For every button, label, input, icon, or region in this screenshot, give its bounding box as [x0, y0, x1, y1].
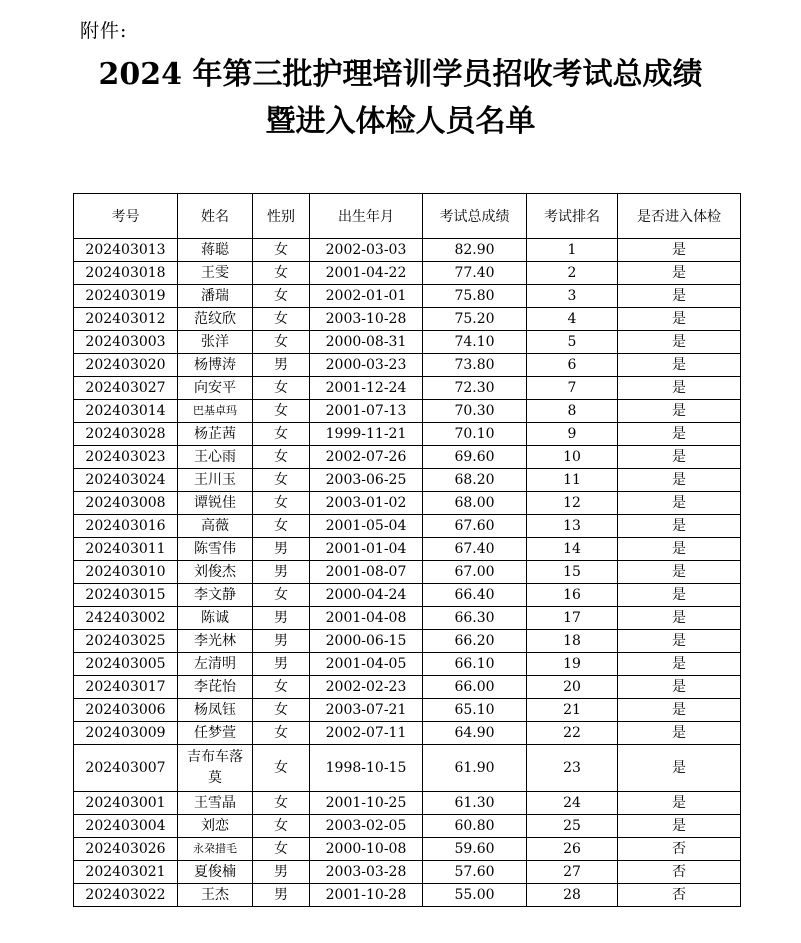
table-row [74, 861, 741, 884]
cell-gender: 女 [253, 423, 310, 446]
cell-exam-id: 202403016 [74, 515, 178, 538]
cell-name: 左清明 [178, 653, 253, 676]
cell-rank: 15 [527, 561, 618, 584]
cell-physical-exam: 是 [618, 239, 741, 262]
cell-rank: 26 [527, 838, 618, 861]
cell-total-score: 67.60 [423, 515, 527, 538]
cell-exam-id: 202403007 [74, 745, 178, 792]
cell-rank: 14 [527, 538, 618, 561]
cell-gender: 女 [253, 515, 310, 538]
cell-gender: 女 [253, 331, 310, 354]
results-table [73, 193, 741, 907]
cell-exam-id: 202403023 [74, 446, 178, 469]
cell-physical-exam: 是 [618, 331, 741, 354]
cell-physical-exam: 是 [618, 699, 741, 722]
cell-rank: 27 [527, 861, 618, 884]
table-row [74, 884, 741, 907]
cell-birth-date: 2002-02-23 [310, 676, 423, 699]
cell-physical-exam: 是 [618, 538, 741, 561]
cell-total-score: 68.00 [423, 492, 527, 515]
table-row [74, 285, 741, 308]
cell-gender: 女 [253, 377, 310, 400]
cell-total-score: 69.60 [423, 446, 527, 469]
cell-name: 刘恋 [178, 815, 253, 838]
cell-exam-id: 202403026 [74, 838, 178, 861]
cell-physical-exam: 否 [618, 861, 741, 884]
cell-gender: 男 [253, 538, 310, 561]
cell-gender: 女 [253, 308, 310, 331]
cell-total-score: 55.00 [423, 884, 527, 907]
cell-rank: 25 [527, 815, 618, 838]
cell-name: 蒋聪 [178, 239, 253, 262]
table-row [74, 653, 741, 676]
table-row [74, 262, 741, 285]
cell-name: 王雪晶 [178, 792, 253, 815]
cell-physical-exam: 是 [618, 377, 741, 400]
cell-name: 王心雨 [178, 446, 253, 469]
cell-physical-exam: 是 [618, 515, 741, 538]
cell-rank: 21 [527, 699, 618, 722]
cell-total-score: 70.30 [423, 400, 527, 423]
cell-exam-id: 202403021 [74, 861, 178, 884]
cell-birth-date: 2001-05-04 [310, 515, 423, 538]
cell-birth-date: 2001-10-25 [310, 792, 423, 815]
cell-exam-id: 202403015 [74, 584, 178, 607]
cell-exam-id: 202403013 [74, 239, 178, 262]
cell-name: 王雯 [178, 262, 253, 285]
table-row [74, 492, 741, 515]
cell-gender: 女 [253, 792, 310, 815]
cell-name: 潘瑞 [178, 285, 253, 308]
column-header-gender: 性别 [253, 194, 310, 239]
column-header-exam-id: 考号 [74, 194, 178, 239]
cell-total-score: 66.10 [423, 653, 527, 676]
cell-exam-id: 202403001 [74, 792, 178, 815]
cell-rank: 3 [527, 285, 618, 308]
cell-total-score: 67.00 [423, 561, 527, 584]
cell-total-score: 82.90 [423, 239, 527, 262]
table-row [74, 469, 741, 492]
cell-birth-date: 2003-10-28 [310, 308, 423, 331]
cell-total-score: 67.40 [423, 538, 527, 561]
cell-name: 李芘怡 [178, 676, 253, 699]
cell-rank: 20 [527, 676, 618, 699]
cell-exam-id: 202403017 [74, 676, 178, 699]
cell-total-score: 61.30 [423, 792, 527, 815]
table-row [74, 446, 741, 469]
cell-total-score: 60.80 [423, 815, 527, 838]
page-title-line-1: 2024 年第三批护理培训学员招收考试总成绩 [98, 57, 703, 92]
page-title-line-2: 暨进入体检人员名单 [265, 104, 536, 139]
cell-total-score: 66.20 [423, 630, 527, 653]
column-header-name: 姓名 [178, 194, 253, 239]
cell-gender: 男 [253, 561, 310, 584]
cell-name: 张洋 [178, 331, 253, 354]
cell-name: 李文静 [178, 584, 253, 607]
table-row [74, 239, 741, 262]
table-row [74, 745, 741, 792]
cell-physical-exam: 否 [618, 884, 741, 907]
cell-birth-date: 2002-07-26 [310, 446, 423, 469]
cell-name: 陈诚 [178, 607, 253, 630]
cell-gender: 女 [253, 838, 310, 861]
cell-exam-id: 202403012 [74, 308, 178, 331]
cell-gender: 女 [253, 492, 310, 515]
cell-gender: 男 [253, 354, 310, 377]
cell-gender: 男 [253, 630, 310, 653]
cell-birth-date: 2003-01-02 [310, 492, 423, 515]
cell-total-score: 61.90 [423, 745, 527, 792]
cell-exam-id: 202403025 [74, 630, 178, 653]
cell-rank: 7 [527, 377, 618, 400]
cell-physical-exam: 是 [618, 262, 741, 285]
cell-rank: 9 [527, 423, 618, 446]
cell-birth-date: 2002-03-03 [310, 239, 423, 262]
table-row [74, 815, 741, 838]
cell-gender: 女 [253, 446, 310, 469]
cell-gender: 女 [253, 699, 310, 722]
cell-exam-id: 202403003 [74, 331, 178, 354]
cell-name: 杨博涛 [178, 354, 253, 377]
cell-exam-id: 202403020 [74, 354, 178, 377]
cell-birth-date: 2002-07-11 [310, 722, 423, 745]
table-row [74, 538, 741, 561]
cell-rank: 18 [527, 630, 618, 653]
cell-physical-exam: 是 [618, 285, 741, 308]
cell-physical-exam: 是 [618, 308, 741, 331]
cell-total-score: 65.10 [423, 699, 527, 722]
cell-physical-exam: 是 [618, 630, 741, 653]
cell-name: 夏俊楠 [178, 861, 253, 884]
cell-exam-id: 202403028 [74, 423, 178, 446]
column-header-total-score: 考试总成绩 [423, 194, 527, 239]
cell-rank: 5 [527, 331, 618, 354]
cell-gender: 女 [253, 400, 310, 423]
cell-total-score: 77.40 [423, 262, 527, 285]
cell-gender: 女 [253, 469, 310, 492]
cell-birth-date: 2001-04-22 [310, 262, 423, 285]
cell-birth-date: 2001-07-13 [310, 400, 423, 423]
cell-total-score: 68.20 [423, 469, 527, 492]
table-row [74, 561, 741, 584]
table-row [74, 400, 741, 423]
cell-rank: 28 [527, 884, 618, 907]
table-row [74, 630, 741, 653]
cell-name: 陈雪伟 [178, 538, 253, 561]
cell-name: 永朶措毛 [178, 838, 253, 861]
cell-name: 李光林 [178, 630, 253, 653]
cell-name: 高薇 [178, 515, 253, 538]
attachment-label: 附件: [80, 20, 128, 42]
cell-name: 王川玉 [178, 469, 253, 492]
cell-exam-id: 202403011 [74, 538, 178, 561]
cell-birth-date: 2000-10-08 [310, 838, 423, 861]
cell-birth-date: 2001-12-24 [310, 377, 423, 400]
cell-physical-exam: 是 [618, 792, 741, 815]
cell-physical-exam: 是 [618, 653, 741, 676]
cell-birth-date: 2001-01-04 [310, 538, 423, 561]
cell-name: 王杰 [178, 884, 253, 907]
cell-birth-date: 1999-11-21 [310, 423, 423, 446]
cell-gender: 女 [253, 815, 310, 838]
table-header-row [74, 194, 741, 239]
cell-exam-id: 202403019 [74, 285, 178, 308]
cell-birth-date: 2001-04-08 [310, 607, 423, 630]
cell-physical-exam: 是 [618, 561, 741, 584]
cell-rank: 22 [527, 722, 618, 745]
cell-birth-date: 2000-04-24 [310, 584, 423, 607]
cell-birth-date: 2001-08-07 [310, 561, 423, 584]
cell-rank: 23 [527, 745, 618, 792]
cell-total-score: 66.40 [423, 584, 527, 607]
cell-name: 任梦萱 [178, 722, 253, 745]
cell-rank: 12 [527, 492, 618, 515]
table-row [74, 308, 741, 331]
cell-total-score: 72.30 [423, 377, 527, 400]
cell-physical-exam: 是 [618, 400, 741, 423]
cell-exam-id: 202403024 [74, 469, 178, 492]
cell-gender: 女 [253, 722, 310, 745]
cell-total-score: 75.20 [423, 308, 527, 331]
cell-rank: 4 [527, 308, 618, 331]
cell-gender: 女 [253, 239, 310, 262]
table-row [74, 676, 741, 699]
cell-birth-date: 2002-01-01 [310, 285, 423, 308]
table-row [74, 515, 741, 538]
cell-birth-date: 2000-06-15 [310, 630, 423, 653]
cell-gender: 女 [253, 676, 310, 699]
cell-total-score: 66.30 [423, 607, 527, 630]
cell-name: 杨凤钰 [178, 699, 253, 722]
column-header-birth-date: 出生年月 [310, 194, 423, 239]
cell-exam-id: 202403008 [74, 492, 178, 515]
cell-gender: 男 [253, 861, 310, 884]
cell-gender: 女 [253, 262, 310, 285]
cell-gender: 女 [253, 745, 310, 792]
cell-rank: 17 [527, 607, 618, 630]
cell-birth-date: 2001-10-28 [310, 884, 423, 907]
table-row [74, 584, 741, 607]
cell-birth-date: 2000-03-23 [310, 354, 423, 377]
cell-physical-exam: 是 [618, 676, 741, 699]
cell-total-score: 70.10 [423, 423, 527, 446]
cell-exam-id: 202403014 [74, 400, 178, 423]
cell-rank: 1 [527, 239, 618, 262]
cell-gender: 男 [253, 607, 310, 630]
cell-physical-exam: 否 [618, 838, 741, 861]
cell-rank: 16 [527, 584, 618, 607]
cell-birth-date: 2000-08-31 [310, 331, 423, 354]
cell-exam-id: 242403002 [74, 607, 178, 630]
cell-rank: 19 [527, 653, 618, 676]
cell-exam-id: 202403004 [74, 815, 178, 838]
table-row [74, 331, 741, 354]
cell-exam-id: 202403027 [74, 377, 178, 400]
cell-physical-exam: 是 [618, 446, 741, 469]
cell-exam-id: 202403009 [74, 722, 178, 745]
cell-exam-id: 202403005 [74, 653, 178, 676]
cell-birth-date: 1998-10-15 [310, 745, 423, 792]
cell-physical-exam: 是 [618, 354, 741, 377]
cell-physical-exam: 是 [618, 745, 741, 792]
cell-gender: 男 [253, 884, 310, 907]
cell-physical-exam: 是 [618, 722, 741, 745]
cell-exam-id: 202403010 [74, 561, 178, 584]
cell-physical-exam: 是 [618, 584, 741, 607]
cell-total-score: 66.00 [423, 676, 527, 699]
cell-name: 范纹欣 [178, 308, 253, 331]
cell-rank: 6 [527, 354, 618, 377]
cell-name: 巴基卓玛 [178, 400, 253, 423]
cell-physical-exam: 是 [618, 469, 741, 492]
cell-total-score: 64.90 [423, 722, 527, 745]
cell-gender: 女 [253, 584, 310, 607]
cell-rank: 8 [527, 400, 618, 423]
cell-name: 吉布车落莫 [178, 745, 253, 792]
cell-rank: 24 [527, 792, 618, 815]
cell-gender: 女 [253, 285, 310, 308]
cell-name: 谭锐佳 [178, 492, 253, 515]
cell-birth-date: 2003-06-25 [310, 469, 423, 492]
cell-total-score: 59.60 [423, 838, 527, 861]
table-row [74, 722, 741, 745]
table-row [74, 423, 741, 446]
table-row [74, 699, 741, 722]
cell-physical-exam: 是 [618, 423, 741, 446]
cell-physical-exam: 是 [618, 492, 741, 515]
cell-rank: 10 [527, 446, 618, 469]
column-header-physical-exam: 是否进入体检 [618, 194, 741, 239]
cell-gender: 男 [253, 653, 310, 676]
cell-birth-date: 2003-03-28 [310, 861, 423, 884]
cell-total-score: 73.80 [423, 354, 527, 377]
cell-birth-date: 2003-07-21 [310, 699, 423, 722]
cell-birth-date: 2003-02-05 [310, 815, 423, 838]
cell-total-score: 75.80 [423, 285, 527, 308]
cell-total-score: 57.60 [423, 861, 527, 884]
cell-name: 杨芷茜 [178, 423, 253, 446]
cell-rank: 2 [527, 262, 618, 285]
column-header-rank: 考试排名 [527, 194, 618, 239]
cell-total-score: 74.10 [423, 331, 527, 354]
table-row [74, 377, 741, 400]
cell-rank: 13 [527, 515, 618, 538]
table-row [74, 354, 741, 377]
cell-physical-exam: 是 [618, 607, 741, 630]
cell-physical-exam: 是 [618, 815, 741, 838]
cell-exam-id: 202403006 [74, 699, 178, 722]
table-row [74, 792, 741, 815]
cell-name: 刘俊杰 [178, 561, 253, 584]
cell-exam-id: 202403022 [74, 884, 178, 907]
cell-exam-id: 202403018 [74, 262, 178, 285]
table-row [74, 607, 741, 630]
cell-birth-date: 2001-04-05 [310, 653, 423, 676]
cell-rank: 11 [527, 469, 618, 492]
cell-name: 向安平 [178, 377, 253, 400]
table-row [74, 838, 741, 861]
